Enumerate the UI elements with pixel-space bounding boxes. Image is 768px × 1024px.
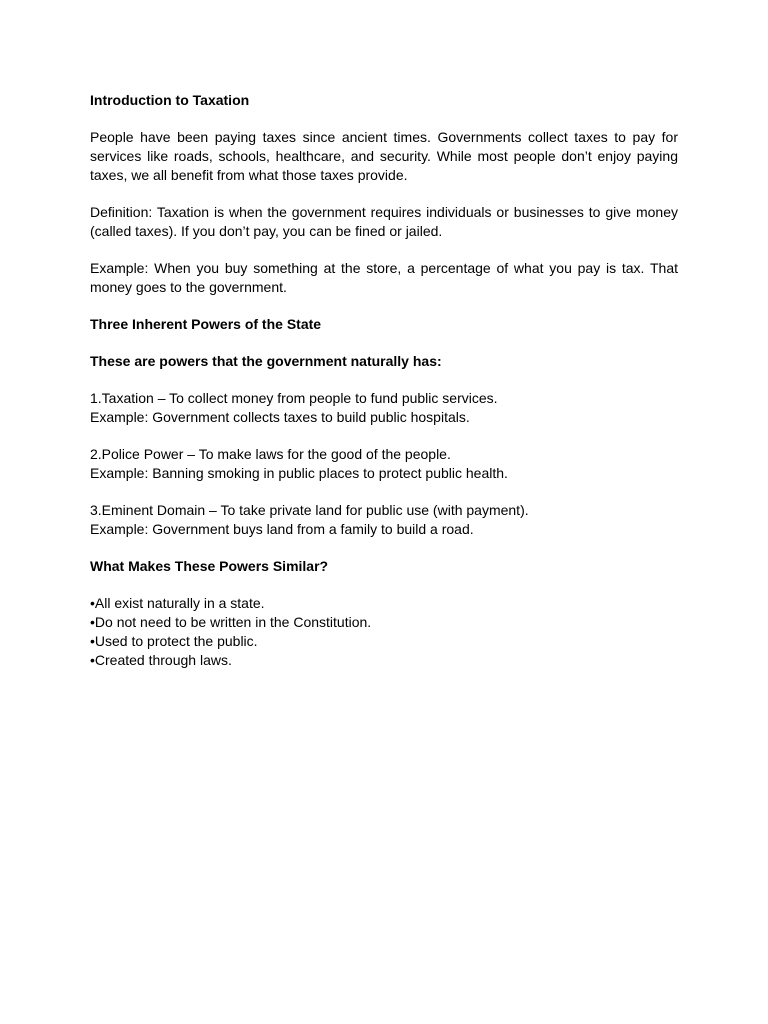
power-title: 1.Taxation – To collect money from people to fund public services.: [90, 390, 498, 406]
power-item-taxation: [90, 389, 678, 427]
document-page: [90, 91, 678, 670]
power-example: Example: Government buys land from a family to build a road.: [90, 521, 474, 537]
page-title: Introduction to Taxation: [90, 92, 250, 108]
powers-subheading: These are powers that the government naturally has:: [90, 353, 442, 369]
power-title: 3.Eminent Domain – To take private land for public use (with payment).: [90, 502, 529, 518]
list-item: •All exist naturally in a state.: [90, 595, 265, 611]
power-item-police-power: [90, 445, 678, 483]
power-example: Example: Government collects taxes to build public hospitals.: [90, 409, 470, 425]
power-item-eminent-domain: [90, 501, 678, 539]
example-paragraph: Example: When you buy something at the store, a percentage of what you pay is tax. That money goes to the government.: [90, 260, 678, 295]
list-item: •Do not need to be written in the Constitution.: [90, 614, 372, 630]
similar-heading: What Makes These Powers Similar?: [90, 558, 329, 574]
list-item: •Created through laws.: [90, 652, 232, 668]
powers-heading: Three Inherent Powers of the State: [90, 316, 322, 332]
definition-paragraph: Definition: Taxation is when the government requires individuals or businesses to give money (called taxes). If you don’t pay, you can be fined or jailed.: [90, 204, 678, 239]
power-title: 2.Police Power – To make laws for the good of the people.: [90, 446, 451, 462]
list-item: •Used to protect the public.: [90, 633, 258, 649]
similarities-list: [90, 594, 678, 670]
intro-paragraph: People have been paying taxes since ancient times. Governments collect taxes to pay for services like roads, schools, healthcare, and security. While most people don’t enjoy paying taxes, we all benefit from what those taxes provide.: [90, 129, 678, 183]
power-example: Example: Banning smoking in public places to protect public health.: [90, 465, 508, 481]
